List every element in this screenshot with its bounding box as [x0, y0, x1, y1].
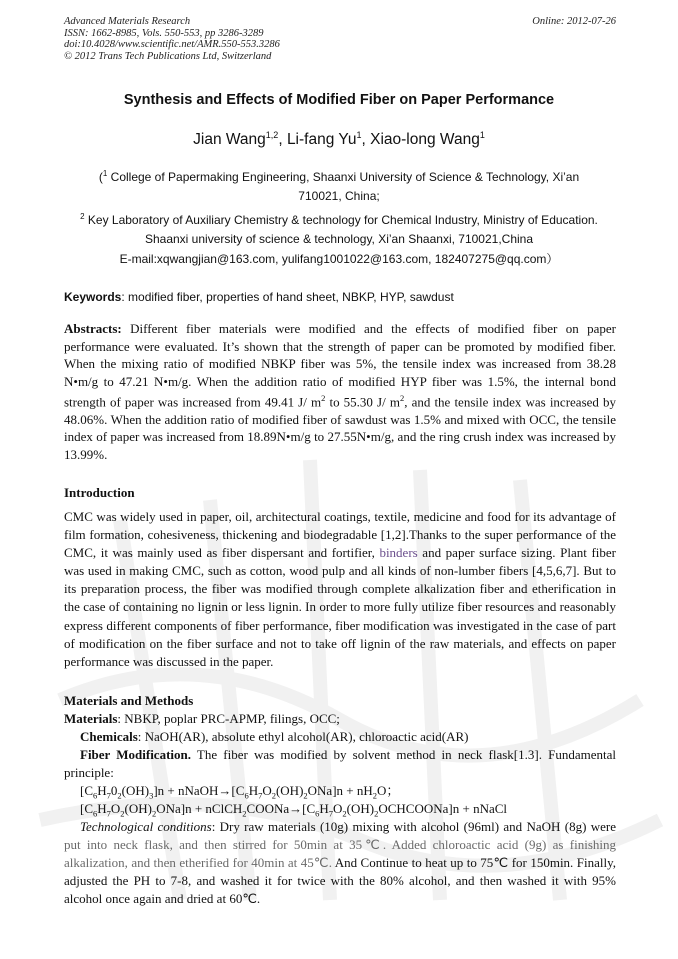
author-emails: E-mail:xqwangjian@163.com, yulifang1001022@163.com, 182407275@qq.com） [119, 252, 559, 266]
author-name: Li-fang Yu [286, 131, 357, 149]
affiliation-1: ($^1$ College of Papermaking Engineering, Shaanxi University of Science & Technology, Xi’an 710021, China; [98, 169, 580, 203]
journal-name: Advanced Materials Research [64, 16, 191, 27]
doi: doi:10.4028/www.scientific.net/AMR.550-553.3286 [64, 39, 280, 50]
issn: ISSN: 1662-8985, Vols. 550-553, pp 3286-3289 [64, 27, 264, 39]
section-heading-methods: Materials and Methods [64, 693, 194, 708]
technological-conditions-paragraph: Technological conditions: Dry raw materials (10g) mixing with alcohol (96ml) and NaOH (8g) were put into neck flask, and then stirred for 50min at 35℃. Added chloroactic acid (9g) as finishing alkalization, and then etherified for 40min at 45℃. And Continue to heat up to 75℃ for 150min. Finally, adjusted the PH to 7-8, and washed it for twice with the 80% alcohol, and then washed it with 95% alcohol once again and dried at 60℃. [64, 819, 617, 906]
author-name: Jian Wang [193, 131, 266, 149]
chemicals-line: Chemicals: NaOH(AR), absolute ethyl alcohol(AR), chloroactic acid(AR) [80, 729, 469, 744]
equation-1: $[C_6H_70_2(OH)_3]n$ + $nNaOH\to[C_6H_7O_2(OH)_2ONa]n + nH_2O$； [80, 783, 400, 801]
section-heading-introduction: Introduction [64, 485, 135, 500]
journal-header [64, 16, 616, 62]
materials-line: Materials: NBKP, poplar PRC-APMP, filings, OCC; [64, 711, 340, 726]
author-list: Jian Wang$^{1,2}$, Li-fang Yu$^1$, Xiao-long Wang$^1$ [193, 130, 485, 149]
abstract: Abstracts: Different fiber materials were modified and the effects of modified fiber on paper performance were evaluated. It’s shown that the strength of paper can be promoted by modified fiber. When the mixing ratio of modified NBKP fiber was 5%, the tensile index was increased from 38.28 N•m/g to 47.21 N•m/g. When the addition ratio of modified HYP fiber was 1.5%, the internal bond strength of paper was increased from 49.41 J/ $m^2$ to 55.30 J/ $m^2$, and the tensile index was increased by 48.06%. When the addition ratio of modified fiber of sawdust was 1.5% and mixed with OCC, the tensile index of paper was increased from 18.89N•m/g to 27.55N•m/g, and the ring crush index was increased by 13.99%. [64, 321, 617, 462]
keywords-text: : modified fiber, properties of hand sheet, NBKP, HYP, sawdust [121, 290, 454, 304]
keywords [64, 290, 616, 304]
keywords-label: Keywords [64, 290, 122, 304]
equation-2: $[C_6H_7O_2(OH)_2ONa]n$ + $nClCH_2COONa\to[C_6H_7O_2(OH)_2OCHCOONa]n$ + nNaCl [80, 801, 508, 819]
author-affil-mark: 1 [356, 130, 362, 140]
online-date: Online: 2012-07-26 [532, 16, 616, 27]
copyright: © 2012 Trans Tech Publications Ltd, Switzerland [64, 50, 272, 62]
affiliation-2: $^2$ Key Laboratory of Auxiliary Chemistry & technology for Chemical Industry, Ministry of Education. Shaanxi university of science & technology, Xi’an Shaanxi, 710021,China [80, 212, 598, 246]
author-affil-mark: 1 [479, 130, 485, 140]
fiber-modification-paragraph: Fiber Modification. The fiber was modified by solvent method in neck flask[1.3]. Fundamental principle: [64, 747, 616, 780]
author-name: Xiao-long Wang [370, 131, 480, 149]
introduction-body: CMC was widely used in paper, oil, architectural coatings, textile, medicine and food for its advantage of film formation, cohesiveness, thickening and biodegradable [1,2].Thanks to the super performance of the CMC, it was mainly used as fiber dispersant and fortifier, binders and paper surface sizing. Plant fiber was used in making CMC, such as cotton, wood pulp and all kinds of non-lumber fibers [4,5,6,7]. But to its preparation process, the fiber was modified through complete alkalization fiber and etherification in the case of containing no lignin or less lignin. In order to more fully utilize fiber resources and reasonably express different components of fiber performance, fiber modification was investigated in the case of part of modification on the fiber surface and not to take off lignin of the raw materials, and effects on paper performance was discussed in the paper. [64, 509, 616, 669]
paper-title: Synthesis and Effects of Modified Fiber on Paper Performance [123, 92, 555, 108]
author-affil-mark: 1,2 [265, 130, 279, 140]
abstract-label: Abstracts: [64, 321, 122, 336]
